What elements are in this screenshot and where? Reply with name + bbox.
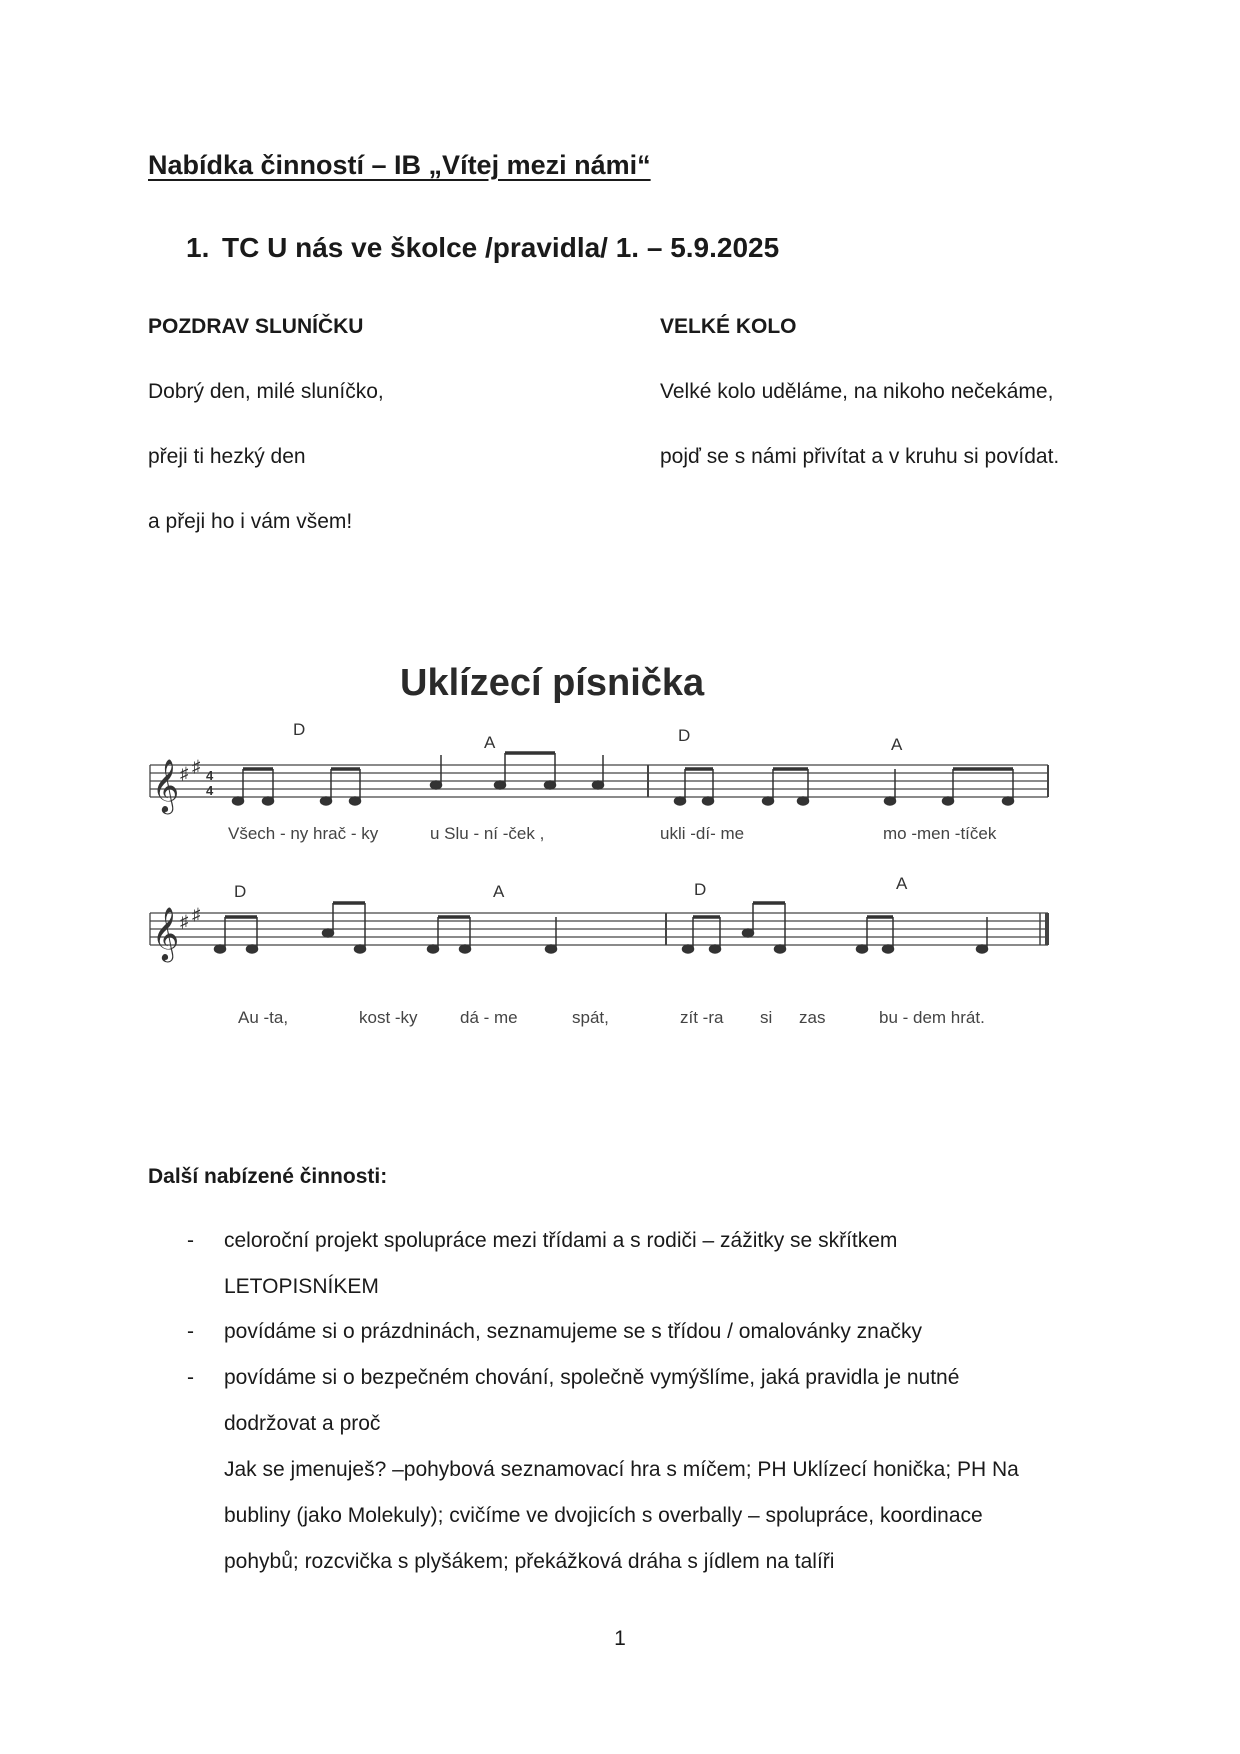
list-item-text: Jak se jmenuješ? –pohybová seznamovací hra s míčem; PH Uklízecí honička; PH Na	[224, 1458, 1019, 1481]
circle-line: Velké kolo uděláme, na nikoho nečekáme,	[660, 380, 1054, 403]
chord-label: D	[293, 720, 306, 739]
lyric-text: ukli -dí- me	[660, 824, 745, 843]
chord-label: A	[484, 733, 496, 752]
lyric-text: Au -ta,	[238, 1008, 289, 1027]
chord-label: D	[678, 726, 691, 745]
document-title: Nabídka činností – IB „Vítej mezi námi“	[148, 150, 651, 180]
list-item-text: povídáme si o bezpečném chování, společně vymýšlíme, jaká pravidla je nutné	[224, 1366, 960, 1389]
list-item-text: pohybů; rozcvička s plyšákem; překážková dráha s jídlem na talíři	[224, 1550, 835, 1573]
lyric-text: dá - me	[460, 1008, 518, 1027]
lyric-text: bu - dem hrát.	[879, 1008, 985, 1027]
chord-label: A	[493, 882, 505, 901]
sheet-music-image	[148, 655, 1068, 1060]
circle-line: pojď se s námi přivítat a v kruhu si povídat.	[660, 445, 1060, 468]
circle-heading: VELKÉ KOLO	[660, 315, 797, 338]
section-heading	[186, 232, 779, 264]
greeting-line: Dobrý den, milé sluníčko,	[148, 380, 384, 403]
greeting-line: a přeji ho i vám všem!	[148, 510, 353, 533]
chord-label: A	[891, 735, 903, 754]
lyric-text: Všech - ny hrač - ky	[228, 824, 379, 843]
lyric-text: kost -ky	[359, 1008, 418, 1027]
sheet-music-svg	[148, 655, 1068, 1060]
chord-label: D	[234, 882, 247, 901]
staff-row-2	[150, 913, 1048, 945]
treble-clef-icon: 𝄞	[152, 907, 180, 959]
list-item-text: povídáme si o prázdninách, seznamujeme se s třídou / omalovánky značky	[224, 1320, 923, 1343]
chord-label: A	[896, 874, 908, 893]
lyric-text: si	[760, 1008, 773, 1027]
list-item-text: bubliny (jako Molekuly); cvičíme ve dvojicích s overbally – spolupráce, koordinace	[224, 1504, 983, 1527]
list-item-text: dodržovat a proč	[224, 1412, 381, 1435]
sharp-icon: ♯	[192, 757, 201, 776]
list-item-text: celoroční projekt spolupráce mezi třídami a s rodiči – zážitky se skřítkem	[224, 1229, 898, 1252]
list-bullet: -	[187, 1366, 194, 1389]
list-bullet: -	[187, 1320, 194, 1343]
greeting-heading: POZDRAV SLUNÍČKU	[148, 315, 364, 338]
lyric-text: u Slu - ní -ček ,	[430, 824, 545, 843]
lyric-text: mo -men -tíček	[883, 824, 997, 843]
other-activities-heading: Další nabízené činnosti:	[148, 1165, 388, 1188]
lyric-text: zít -ra	[680, 1008, 724, 1027]
treble-clef-icon: 𝄞	[152, 759, 180, 811]
time-signature-top: 4	[206, 768, 214, 783]
list-bullet: -	[187, 1229, 194, 1252]
sharp-icon: ♯	[180, 764, 189, 783]
song-title: Uklízecí písnička	[400, 662, 705, 704]
section-title: TC U nás ve školce /pravidla/ 1. – 5.9.2025	[222, 232, 780, 263]
lyric-text: zas	[799, 1008, 826, 1027]
greeting-line: přeji ti hezký den	[148, 445, 306, 468]
lyric-text: spát,	[572, 1008, 609, 1027]
chord-label: D	[694, 880, 707, 899]
sharp-icon: ♯	[192, 905, 201, 924]
list-item-text: LETOPISNÍKEM	[224, 1275, 379, 1298]
section-number: 1.	[186, 232, 210, 263]
sharp-icon: ♯	[180, 912, 189, 931]
time-signature-bottom: 4	[206, 783, 214, 798]
page-number: 1	[614, 1627, 626, 1650]
